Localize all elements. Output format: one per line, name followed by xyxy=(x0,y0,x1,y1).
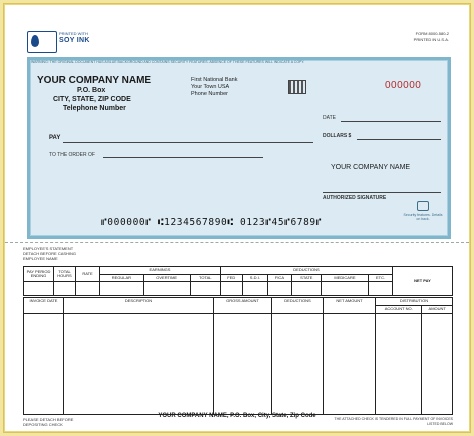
company-city-state: CITY, STATE, ZIP CODE xyxy=(53,96,131,103)
signature-label: AUTHORIZED SIGNATURE xyxy=(323,195,387,201)
deductions-header: DEDUCTIONS xyxy=(220,267,392,275)
earnings-regular-header: REGULAR xyxy=(100,275,144,282)
bank-phone: Phone Number xyxy=(191,91,228,97)
deductions-cell xyxy=(272,314,324,415)
soy-bottom-text: SOY INK xyxy=(59,37,90,44)
invoice-table xyxy=(23,297,453,415)
micr-line: ⑈000000⑈ ⑆1234567890⑆ 0123⑈45⑈6789⑈ xyxy=(101,217,323,228)
pay-line xyxy=(63,142,313,143)
deduction-fica-header: FICA xyxy=(268,275,292,282)
rate-header: RATE xyxy=(76,267,100,282)
employee-statement xyxy=(23,246,76,261)
company-name: YOUR COMPANY NAME xyxy=(37,75,152,86)
security-chip-icon xyxy=(288,80,306,94)
medicare-cell xyxy=(321,282,368,296)
total-cell xyxy=(190,282,220,296)
date-line xyxy=(341,121,441,122)
regular-cell xyxy=(100,282,144,296)
company-phone: Telephone Number xyxy=(63,105,126,112)
description-header: DESCRIPTION xyxy=(64,298,214,314)
gross-header: GROSS AMOUNT xyxy=(214,298,272,314)
pay-period-header: PAY PERIOD ENDING xyxy=(24,267,54,282)
soy-top-text: PRINTED WITH xyxy=(59,31,88,36)
padlock-icon xyxy=(417,201,429,211)
account-no-cell xyxy=(376,314,422,415)
printed-in-text: PRINTED IN U.S.A. xyxy=(413,37,449,42)
bank-name: First National Bank xyxy=(191,77,238,83)
total-hours-header: TOTAL HOURS xyxy=(54,267,76,282)
soy-ink-logo xyxy=(27,31,57,53)
form-number-text: FORM 8000-580-2 xyxy=(415,31,449,36)
security-text: Security features. Details on back. xyxy=(403,213,443,221)
deduction-etc-header: ETC. xyxy=(369,275,393,282)
fed-cell xyxy=(220,282,242,296)
gross-cell xyxy=(214,314,272,415)
ink-drop-icon xyxy=(31,35,39,47)
bank-town: Your Town USA xyxy=(191,84,230,90)
deduction-sdi-header: S.D.I. xyxy=(242,275,268,282)
deductions-col-header: DEDUCTIONS xyxy=(272,298,324,314)
net-pay-header: NET PAY xyxy=(393,267,453,296)
date-label: DATE xyxy=(323,115,336,121)
earnings-header: EARNINGS xyxy=(100,267,221,275)
net-amount-cell xyxy=(324,314,376,415)
deduction-fed-header: FED xyxy=(220,275,242,282)
amount-line xyxy=(357,139,441,140)
sdi-cell xyxy=(242,282,268,296)
total-hours-cell xyxy=(54,282,76,296)
order-label: TO THE ORDER OF xyxy=(49,152,95,158)
bank-info xyxy=(191,77,237,98)
footer-company: YOUR COMPANY NAME, P.O. Box, City, State, Zip Code xyxy=(158,413,316,419)
signature-line xyxy=(323,192,441,193)
state-cell xyxy=(291,282,321,296)
payee-line xyxy=(103,157,263,158)
signer-company: YOUR COMPANY NAME xyxy=(331,164,411,171)
invoice-date-header: INVOICE DATE xyxy=(24,298,64,314)
perforation-line xyxy=(5,242,469,243)
check-document xyxy=(5,5,469,431)
security-features-box xyxy=(403,201,443,231)
detach-note-line2: DEPOSITING CHECK xyxy=(23,422,63,427)
employee-name-label: EMPLOYEE NAME xyxy=(23,256,58,261)
pay-label: PAY xyxy=(49,135,61,141)
payroll-table xyxy=(23,266,453,296)
deduction-medicare-header: MEDICARE xyxy=(321,275,368,282)
tender-note: THE ATTACHED CHECK IS TENDERED IN FULL PAYMENT OF INVOICES LISTED BELOW xyxy=(334,417,453,426)
description-cell xyxy=(64,314,214,415)
distribution-header: DISTRIBUTION xyxy=(376,298,453,306)
deduction-state-header: STATE xyxy=(291,275,321,282)
earnings-overtime-header: OVERTIME xyxy=(143,275,190,282)
account-no-header: ACCOUNT NO. xyxy=(376,306,422,314)
statement-title: EMPLOYEE'S STATEMENT xyxy=(23,246,74,251)
net-amount-header: NET AMOUNT xyxy=(324,298,376,314)
amount-cell xyxy=(422,314,453,415)
dollars-label: DOLLARS $ xyxy=(323,133,352,139)
fica-cell xyxy=(268,282,292,296)
rate-cell xyxy=(76,282,100,296)
etc-cell xyxy=(369,282,393,296)
check-number: 000000 xyxy=(385,80,422,91)
security-warning: WARNING: THE ORIGINAL DOCUMENT HAS A BLUE BACKGROUND AND CONTAINS SECURITY FEATURES. ABSENCE OF THESE FEATURES WILL INDICATE A COPY. xyxy=(31,60,305,64)
pay-period-cell xyxy=(24,282,54,296)
detach-note-line1: PLEASE DETACH BEFORE xyxy=(23,417,74,422)
statement-detach: DETACH BEFORE CASHING xyxy=(23,251,77,256)
earnings-total-header: TOTAL xyxy=(190,275,220,282)
amount-header: AMOUNT xyxy=(422,306,453,314)
invoice-date-cell xyxy=(24,314,64,415)
company-po-box: P.O. Box xyxy=(77,87,106,94)
overtime-cell xyxy=(143,282,190,296)
form-number xyxy=(414,31,449,43)
